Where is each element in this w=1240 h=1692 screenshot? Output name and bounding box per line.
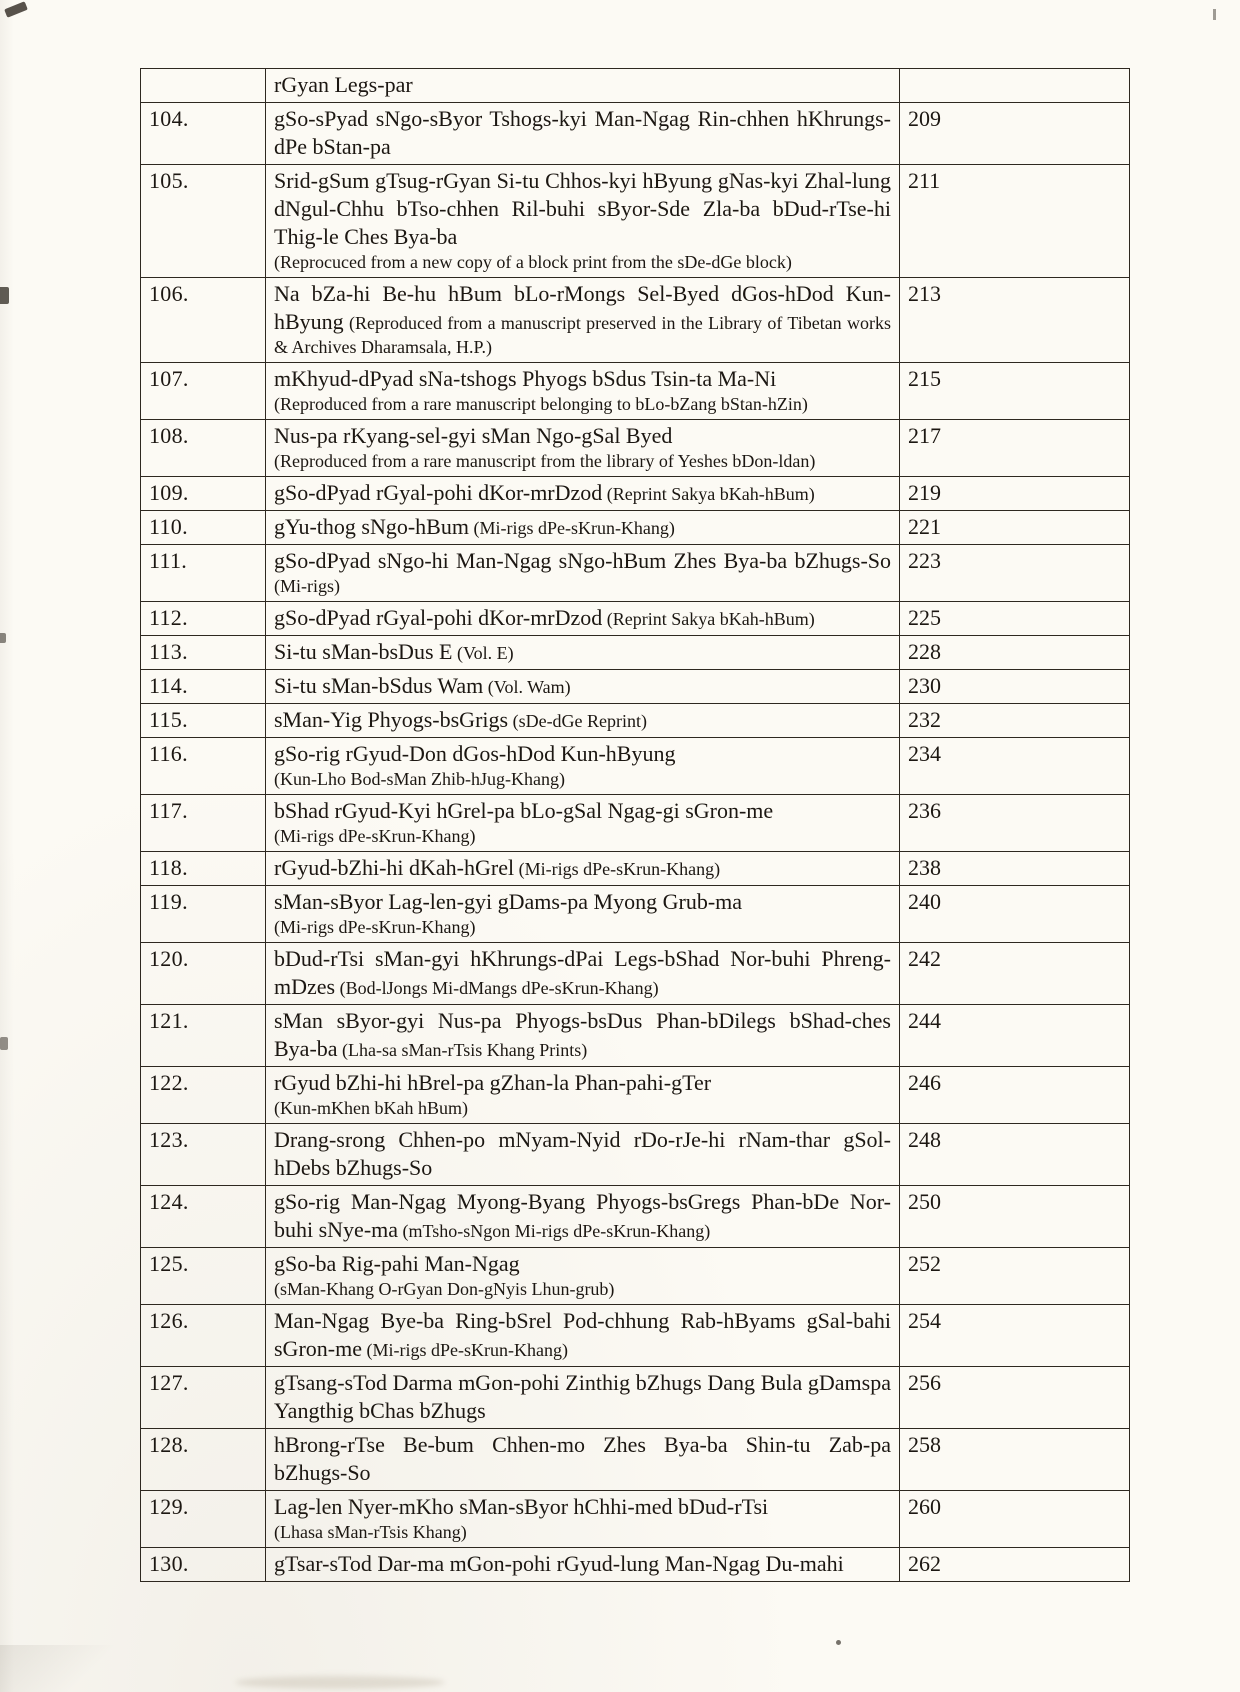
table-row bbox=[141, 670, 1130, 704]
entry-number: 122. bbox=[141, 1067, 266, 1124]
entry-title-cell bbox=[266, 477, 900, 511]
entry-number: 130. bbox=[141, 1548, 266, 1582]
entry-note: (Lha-sa sMan-rTsis Khang Prints) bbox=[337, 1040, 588, 1060]
entry-title-cell bbox=[266, 1005, 900, 1067]
entry-title: gSo-rig Man-Ngag Myong-Byang Phyogs-bsGregs Phan-bDe Nor-buhi sNye-ma bbox=[274, 1189, 891, 1242]
entry-title: Na bZa-hi Be-hu hBum bLo-rMongs Sel-Byed dGos-hDod Kun-hByung bbox=[274, 281, 891, 334]
entry-title: gTsang-sTod Darma mGon-pohi Zinthig bZhugs Dang Bula gDamspa Yangthig bChas bZhugs bbox=[274, 1370, 891, 1423]
entry-number: 120. bbox=[141, 943, 266, 1005]
entry-note: (mTsho-sNgon Mi-rigs dPe-sKrun-Khang) bbox=[398, 1221, 711, 1241]
entry-title-cell bbox=[266, 363, 900, 420]
table-row bbox=[141, 420, 1130, 477]
table-row bbox=[141, 545, 1130, 602]
table-row bbox=[141, 1067, 1130, 1124]
table-row bbox=[141, 704, 1130, 738]
entry-note: (Bod-lJongs Mi-dMangs dPe-sKrun-Khang) bbox=[335, 978, 659, 998]
table-row bbox=[141, 69, 1130, 103]
entry-number: 108. bbox=[141, 420, 266, 477]
entry-page: 254 bbox=[900, 1305, 1130, 1367]
entry-number: 107. bbox=[141, 363, 266, 420]
entry-note: (Mi-rigs dPe-sKrun-Khang) bbox=[361, 1340, 568, 1360]
entry-note: (Reprint Sakya bKah-hBum) bbox=[602, 609, 815, 629]
entry-title: gSo-sPyad sNgo-sByor Tshogs-kyi Man-Ngag Rin-chhen hKhrungs-dPe bStan-pa bbox=[274, 106, 891, 159]
entry-title-cell bbox=[266, 1367, 900, 1429]
entry-page: 252 bbox=[900, 1248, 1130, 1305]
entry-page: 250 bbox=[900, 1186, 1130, 1248]
table-row bbox=[141, 943, 1130, 1005]
entry-title-cell bbox=[266, 103, 900, 165]
entry-title: Drang-srong Chhen-po mNyam-Nyid rDo-rJe-hi rNam-thar gSol-hDebs bZhugs-So bbox=[274, 1127, 891, 1180]
table-row bbox=[141, 852, 1130, 886]
entry-title-cell bbox=[266, 1248, 900, 1305]
scan-artifact bbox=[1213, 9, 1216, 20]
entry-number: 113. bbox=[141, 636, 266, 670]
table-row bbox=[141, 602, 1130, 636]
entry-title-cell bbox=[266, 1548, 900, 1582]
entry-page: 209 bbox=[900, 103, 1130, 165]
entry-note: (Reproduced from a rare manuscript from the library of Yeshes bDon-ldan) bbox=[274, 451, 816, 471]
entry-note: (Reproduced from a rare manuscript belonging to bLo-bZang bStan-hZin) bbox=[274, 394, 808, 414]
table-row bbox=[141, 1248, 1130, 1305]
table-row bbox=[141, 1005, 1130, 1067]
entry-title-cell bbox=[266, 738, 900, 795]
entry-title-cell bbox=[266, 602, 900, 636]
entry-number: 129. bbox=[141, 1491, 266, 1548]
entry-title: Man-Ngag Bye-ba Ring-bSrel Pod-chhung Rab-hByams gSal-bahi sGron-me bbox=[274, 1308, 891, 1361]
entry-page: 244 bbox=[900, 1005, 1130, 1067]
entry-note: (Vol. E) bbox=[452, 643, 514, 663]
entry-page: 221 bbox=[900, 511, 1130, 545]
entry-number: 105. bbox=[141, 165, 266, 278]
entry-title-cell bbox=[266, 670, 900, 704]
table-row bbox=[141, 165, 1130, 278]
entry-number: 111. bbox=[141, 545, 266, 602]
table-row bbox=[141, 1491, 1130, 1548]
entry-page: 211 bbox=[900, 165, 1130, 278]
entry-page: 223 bbox=[900, 545, 1130, 602]
entry-title: sMan-Yig Phyogs-bsGrigs bbox=[274, 707, 509, 732]
entry-number: 127. bbox=[141, 1367, 266, 1429]
entry-page: 213 bbox=[900, 278, 1130, 363]
entry-note: (sDe-dGe Reprint) bbox=[508, 711, 648, 731]
entry-number: 106. bbox=[141, 278, 266, 363]
scan-artifact bbox=[4, 1, 28, 18]
entry-title-cell bbox=[266, 852, 900, 886]
entry-title-cell bbox=[266, 1124, 900, 1186]
entry-number: 109. bbox=[141, 477, 266, 511]
entry-page: 258 bbox=[900, 1429, 1130, 1491]
entry-title-cell bbox=[266, 943, 900, 1005]
entry-title-cell bbox=[266, 511, 900, 545]
entry-page: 238 bbox=[900, 852, 1130, 886]
table-row bbox=[141, 1186, 1130, 1248]
entry-title: gSo-dPyad rGyal-pohi dKor-mrDzod bbox=[274, 605, 603, 630]
table-row bbox=[141, 886, 1130, 943]
entry-page: 240 bbox=[900, 886, 1130, 943]
entry-title: Srid-gSum gTsug-rGyan Si-tu Chhos-kyi hByung gNas-kyi Zhal-lung dNgul-Chhu bTso-chhen Ril-buhi sByor-Sde Zla-ba bDud-rTse-hi Thig-le Ches Bya-ba bbox=[274, 168, 891, 249]
table-row bbox=[141, 636, 1130, 670]
scan-artifact bbox=[0, 633, 6, 643]
entry-number: 123. bbox=[141, 1124, 266, 1186]
entry-title-cell bbox=[266, 704, 900, 738]
entry-note: (Vol. Wam) bbox=[483, 677, 571, 697]
entry-number: 121. bbox=[141, 1005, 266, 1067]
entry-number: 128. bbox=[141, 1429, 266, 1491]
entry-page: 260 bbox=[900, 1491, 1130, 1548]
entry-title-cell bbox=[266, 636, 900, 670]
entry-title: rGyud-bZhi-hi dKah-hGrel bbox=[274, 855, 515, 880]
entry-page: 230 bbox=[900, 670, 1130, 704]
entry-page: 225 bbox=[900, 602, 1130, 636]
entry-number: 125. bbox=[141, 1248, 266, 1305]
entry-number: 114. bbox=[141, 670, 266, 704]
entry-number: 104. bbox=[141, 103, 266, 165]
entry-note: (Mi-rigs dPe-sKrun-Khang) bbox=[514, 859, 721, 879]
table-row bbox=[141, 1367, 1130, 1429]
entry-title-cell bbox=[266, 886, 900, 943]
entry-note: (Lhasa sMan-rTsis Khang) bbox=[274, 1522, 467, 1542]
entry-title: sMan-sByor Lag-len-gyi gDams-pa Myong Grub-ma bbox=[274, 889, 743, 914]
entry-page: 236 bbox=[900, 795, 1130, 852]
entry-title: gTsar-sTod Dar-ma mGon-pohi rGyud-lung Man-Ngag Du-mahi bbox=[274, 1551, 844, 1576]
entry-page: 262 bbox=[900, 1548, 1130, 1582]
entry-page: 242 bbox=[900, 943, 1130, 1005]
entry-note: (Kun-Lho Bod-sMan Zhib-hJug-Khang) bbox=[274, 769, 565, 789]
entry-title-cell bbox=[266, 795, 900, 852]
entry-title: gSo-rig rGyud-Don dGos-hDod Kun-hByung bbox=[274, 741, 676, 766]
toc-table bbox=[140, 68, 1130, 1582]
table-row bbox=[141, 278, 1130, 363]
entry-title: bDud-rTsi sMan-gyi hKhrungs-dPai Legs-bShad Nor-buhi Phreng-mDzes bbox=[274, 946, 891, 999]
entry-note: (Reprint Sakya bKah-hBum) bbox=[602, 484, 815, 504]
entry-page bbox=[900, 69, 1130, 103]
entry-page: 217 bbox=[900, 420, 1130, 477]
entry-page: 219 bbox=[900, 477, 1130, 511]
table-row bbox=[141, 511, 1130, 545]
entry-page: 228 bbox=[900, 636, 1130, 670]
entry-title-cell bbox=[266, 1067, 900, 1124]
entry-note: (Reproduced from a manuscript preserved in the Library of Tibetan works & Archives Dharamsala, H.P.) bbox=[274, 313, 891, 357]
entry-note: (Mi-rigs dPe-sKrun-Khang) bbox=[274, 917, 476, 937]
toc-table-body bbox=[141, 69, 1130, 1582]
table-row bbox=[141, 363, 1130, 420]
scan-artifact bbox=[0, 287, 9, 304]
entry-page: 246 bbox=[900, 1067, 1130, 1124]
entry-number: 124. bbox=[141, 1186, 266, 1248]
entry-title: Nus-pa rKyang-sel-gyi sMan Ngo-gSal Byed bbox=[274, 423, 673, 448]
entry-title: Si-tu sMan-bsDus E bbox=[274, 639, 453, 664]
entry-title-cell bbox=[266, 1305, 900, 1367]
entry-title: gSo-dPyad rGyal-pohi dKor-mrDzod bbox=[274, 480, 603, 505]
scan-artifact bbox=[0, 1037, 8, 1050]
entry-number: 117. bbox=[141, 795, 266, 852]
entry-title: gSo-ba Rig-pahi Man-Ngag bbox=[274, 1251, 520, 1276]
entry-note: (sMan-Khang O-rGyan Don-gNyis Lhun-grub) bbox=[274, 1279, 615, 1299]
entry-title: bShad rGyud-Kyi hGrel-pa bLo-gSal Ngag-gi sGron-me bbox=[274, 798, 774, 823]
table-row bbox=[141, 1548, 1130, 1582]
table-row bbox=[141, 738, 1130, 795]
table-row bbox=[141, 477, 1130, 511]
entry-note: (Reprocuced from a new copy of a block print from the sDe-dGe block) bbox=[274, 252, 792, 272]
entry-title-cell bbox=[266, 1491, 900, 1548]
entry-number: 112. bbox=[141, 602, 266, 636]
entry-page: 256 bbox=[900, 1367, 1130, 1429]
entry-title-cell bbox=[266, 69, 900, 103]
entry-page: 234 bbox=[900, 738, 1130, 795]
table-row bbox=[141, 1429, 1130, 1491]
entry-page: 248 bbox=[900, 1124, 1130, 1186]
entry-title: hBrong-rTse Be-bum Chhen-mo Zhes Bya-ba Shin-tu Zab-pa bZhugs-So bbox=[274, 1432, 891, 1485]
entry-note: (Mi-rigs) bbox=[274, 576, 340, 596]
entry-number: 119. bbox=[141, 886, 266, 943]
scan-corner-shadow bbox=[0, 1645, 120, 1692]
entry-title-cell bbox=[266, 165, 900, 278]
entry-note: (Mi-rigs dPe-sKrun-Khang) bbox=[468, 518, 675, 538]
entry-title: sMan sByor-gyi Nus-pa Phyogs-bsDus Phan-bDilegs bShad-ches Bya-ba bbox=[274, 1008, 891, 1061]
table-row bbox=[141, 795, 1130, 852]
scan-artifact bbox=[836, 1640, 841, 1645]
entry-title-cell bbox=[266, 278, 900, 363]
entry-title-cell bbox=[266, 420, 900, 477]
table-row bbox=[141, 103, 1130, 165]
entry-title: Lag-len Nyer-mKho sMan-sByor hChhi-med bDud-rTsi bbox=[274, 1494, 769, 1519]
entry-title-cell bbox=[266, 1429, 900, 1491]
entry-title: mKhyud-dPyad sNa-tshogs Phyogs bSdus Tsin-ta Ma-Ni bbox=[274, 366, 777, 391]
entry-page: 215 bbox=[900, 363, 1130, 420]
entry-title-cell bbox=[266, 545, 900, 602]
entry-number bbox=[141, 69, 266, 103]
scan-smudge bbox=[235, 1676, 445, 1689]
entry-note: (Kun-mKhen bKah hBum) bbox=[274, 1098, 468, 1118]
entry-number: 118. bbox=[141, 852, 266, 886]
entry-title: Si-tu sMan-bSdus Wam bbox=[274, 673, 484, 698]
entry-number: 116. bbox=[141, 738, 266, 795]
entry-title: rGyan Legs-par bbox=[274, 72, 413, 97]
entry-page: 232 bbox=[900, 704, 1130, 738]
entry-title: gSo-dPyad sNgo-hi Man-Ngag sNgo-hBum Zhes Bya-ba bZhugs-So bbox=[274, 548, 891, 573]
entry-title: gYu-thog sNgo-hBum bbox=[274, 514, 469, 539]
entry-number: 126. bbox=[141, 1305, 266, 1367]
entry-title-cell bbox=[266, 1186, 900, 1248]
entry-title: rGyud bZhi-hi hBrel-pa gZhan-la Phan-pahi-gTer bbox=[274, 1070, 712, 1095]
entry-number: 115. bbox=[141, 704, 266, 738]
entry-note: (Mi-rigs dPe-sKrun-Khang) bbox=[274, 826, 476, 846]
table-row bbox=[141, 1305, 1130, 1367]
table-row bbox=[141, 1124, 1130, 1186]
entry-number: 110. bbox=[141, 511, 266, 545]
